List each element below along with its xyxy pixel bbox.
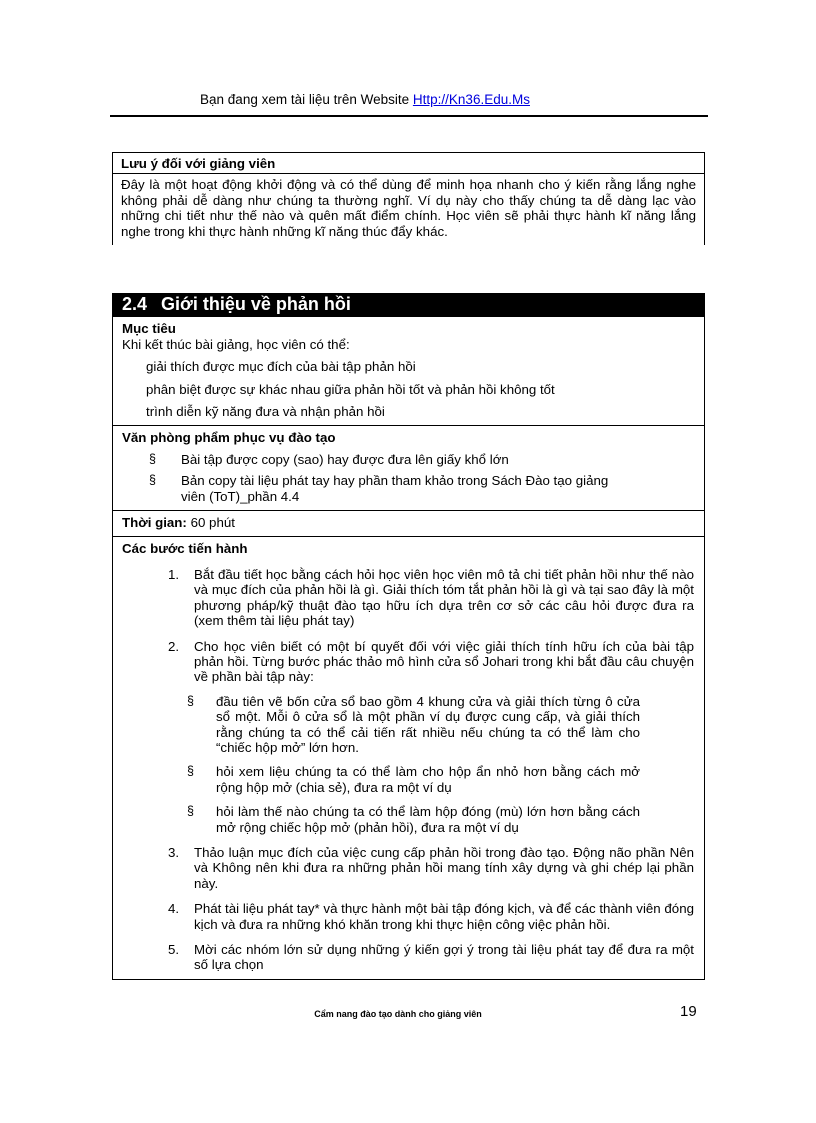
- header-prefix: Bạn đang xem tài liệu trên Website: [200, 92, 413, 107]
- step-number: 4.: [168, 901, 180, 917]
- substep-item: [187, 764, 640, 795]
- step-text: Mời các nhóm lớn sử dụng những ý kiến gợi ý trong tài liệu phát tay để đưa ra một số lựa chọn: [194, 942, 694, 973]
- steps-row: [113, 536, 704, 978]
- materials-heading: Văn phòng phẩm phục vụ đào tạo: [122, 430, 336, 446]
- step-number: 2.: [168, 638, 180, 654]
- objective-item: phân biệt được sự khác nhau giữa phản hồi tốt và phản hồi không tốt: [146, 381, 555, 397]
- material-item-text: Bản copy tài liệu phát tay hay phần tham khảo trong Sách Đào tạo giảng viên (ToT)_phần 4.4: [181, 473, 609, 504]
- step-item: [168, 639, 695, 685]
- duration-row: [113, 510, 704, 536]
- steps-heading: Các bước tiến hành: [122, 541, 248, 557]
- materials-row: [113, 425, 704, 510]
- step-text: Phát tài liệu phát tay* và thực hành một bài tập đóng kịch, và để các thành viên đóng kịch và đưa ra những khó khăn trong khi thực hiện công việc phản hồi.: [194, 901, 694, 932]
- objective-item: trình diễn kỹ năng đưa và nhận phản hồi: [146, 404, 385, 420]
- step-number: 3.: [168, 844, 180, 860]
- objectives-intro: Khi kết thúc bài giảng, học viên có thể:: [122, 336, 350, 352]
- material-item: [149, 452, 695, 467]
- duration-value: 60 phút: [190, 515, 235, 531]
- step-number: 1.: [168, 566, 180, 582]
- substep-item: [187, 694, 640, 756]
- substep-item: [187, 804, 640, 835]
- objective-item: giải thích được mục đích của bài tập phản hồi: [146, 359, 416, 375]
- material-item-text: Bài tập được copy (sao) hay được đưa lên giấy khổ lớn: [181, 451, 509, 467]
- section-bullet-icon: §: [187, 764, 194, 779]
- material-item: [149, 473, 695, 504]
- step-item: [168, 901, 695, 932]
- header-text: [110, 92, 620, 107]
- substep-text: đầu tiên vẽ bốn cửa sổ bao gồm 4 khung cửa và giải thích từng ô cửa sổ một. Mỗi ô cửa sổ là một phần ví dụ được cung cấp, và giải thích rằng chúng ta có thể cải tiến rất nhiều nếu chúng ta có thể làm cho “chiếc hộp mở” lớn hơn.: [216, 693, 640, 755]
- step-text: Bắt đầu tiết học bằng cách hỏi học viên học viên mô tả chi tiết phản hồi như thế nào và mục đích của phản hồi là gì. Giải thích tóm tắt phản hồi là gì và tại sao đây là một phương pháp/kỹ thuật đào tạo hữu ích dựa trên cơ sở các câu hỏi được đưa ra (xem thêm tài liệu phát tay): [194, 566, 694, 629]
- section-title: Giới thiệu về phản hồi: [161, 294, 351, 314]
- page-header: [110, 92, 708, 117]
- section-bullet-icon: §: [187, 804, 194, 819]
- substep-text: hỏi xem liệu chúng ta có thể làm cho hộp ẩn nhỏ hơn bằng cách mở rộng hộp mở (chia sẻ), đưa ra một ví dụ: [216, 764, 640, 795]
- footer-doc-title: Cẩm nang đào tạo dành cho giảng viên: [314, 1009, 482, 1019]
- page-number: 19: [680, 1003, 697, 1020]
- section-number: 2.4: [122, 294, 148, 314]
- step-text: Cho học viên biết có một bí quyết đối với việc giải thích tính hữu ích của bài tập phản hồi. Từng bước phác thảo mô hình cửa sổ Johari trong khi bắt đầu câu chuyện về phần bài tập này:: [194, 638, 694, 685]
- step-text: Thảo luận mục đích của việc cung cấp phản hồi trong đào tạo. Động não phần Nên và Không nên khi đưa ra những phản hồi mang tính xây dựng và ghi chép lại phần này.: [194, 844, 694, 891]
- step-item: [168, 567, 695, 629]
- objectives-heading: Mục tiêu: [122, 321, 176, 337]
- section-header-bar: [113, 294, 704, 316]
- note-box-body: Đây là một hoạt động khởi động và có thể dùng để minh họa nhanh cho ý kiến rằng lắng nghe không phải dễ dàng như chúng ta thường nghĩ. Ví dụ này cho thấy chúng ta dễ dàng lạc vào những chi tiết như thế nào và quên mất điểm chính. Học viên sẽ phải thực hành kĩ năng lắng nghe trong khi thực hành những kĩ năng thúc đẩy khác.: [121, 177, 696, 239]
- site-link[interactable]: Http://Kn36.Edu.Ms: [412, 92, 530, 107]
- section-bullet-icon: §: [187, 693, 194, 708]
- step-item: [168, 942, 695, 973]
- section-bullet-icon: §: [149, 473, 156, 488]
- trainer-note-box: [112, 152, 705, 245]
- section-bullet-icon: §: [149, 451, 156, 466]
- step-item: [168, 845, 695, 891]
- objectives-row: [113, 316, 704, 425]
- substep-text: hỏi làm thế nào chúng ta có thể làm hộp đóng (mù) lớn hơn bằng cách mở rộng chiếc hộp mở (phản hồi), đưa ra một ví dụ: [216, 804, 640, 835]
- step-number: 5.: [168, 942, 180, 957]
- note-box-title: Lưu ý đối với giảng viên: [113, 153, 704, 174]
- duration-label: Thời gian:: [122, 515, 187, 531]
- section-table: [112, 293, 705, 980]
